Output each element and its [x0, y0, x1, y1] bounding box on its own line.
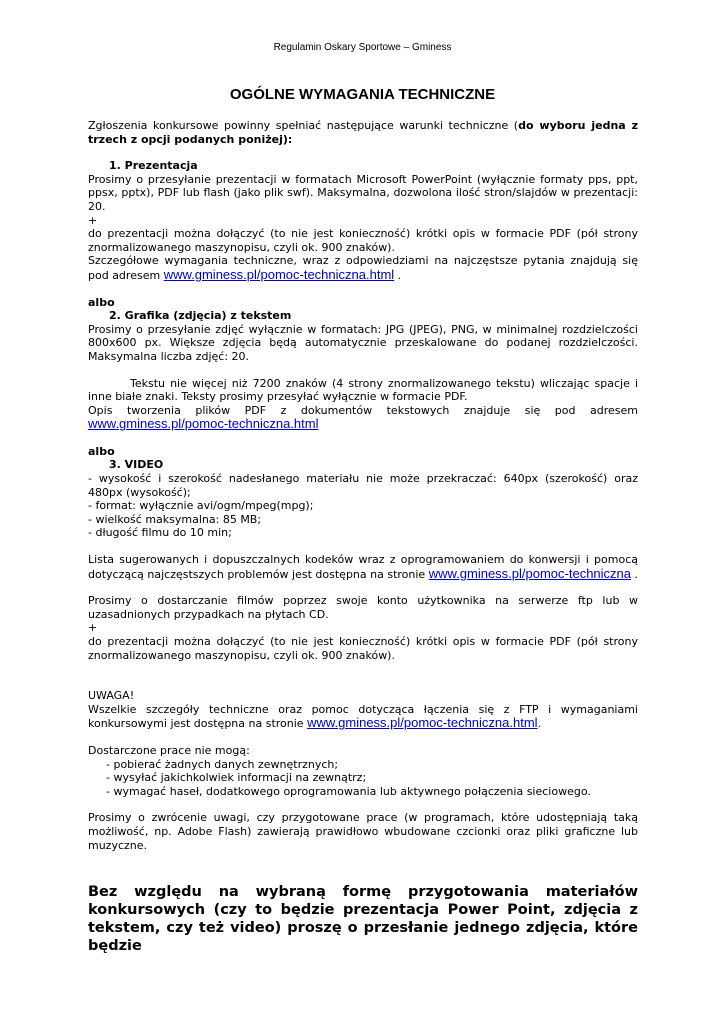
section2-help-link[interactable]: www.gminess.pl/pomoc-techniczna.html: [88, 416, 319, 432]
fonts-note: Prosimy o zwrócenie uwagi, czy przygotowane prace (w programach, które udostępniają taką możliwość, np. Adobe Flash) zawierają prawidłowo wbudowane czcionki oraz pliki graficzne lub muzyczne.: [88, 811, 638, 852]
warning-text: [88, 703, 638, 731]
video-req-item: - wielkość maksymalna: 85 MB;: [88, 512, 262, 526]
section1-after-link: .: [394, 268, 402, 282]
section1-optional: do prezentacji można dołączyć (to nie jest konieczność) krótki opis w formacie PDF (pół strony znormalizowanego maszynopisu, czyli ok. 900 znaków).: [88, 227, 638, 254]
section3-plus: +: [88, 621, 98, 635]
section2-heading: 2. Grafika (zdjęcia) z tekstem: [109, 309, 292, 323]
section1-heading: 1. Prezentacja: [109, 159, 198, 173]
intro-paragraph: [88, 119, 638, 146]
document-body: [88, 119, 638, 852]
section3-ftp: Prosimy o dostarczanie filmów poprzez swoje konto użytkownika na serwerze ftp lub w uzasadnionych przypadkach na płytach CD.: [88, 594, 638, 621]
video-req-item: - długość filmu do 10 min;: [88, 526, 232, 540]
intro-text: Zgłoszenia konkursowe powinny spełniać następujące warunki techniczne (: [88, 119, 519, 132]
section2-text: Prosimy o przesyłanie zdjęć wyłącznie w formatach: JPG (JPEG), PNG, w minimalnej rozdzielczości 800x600 px. Większe zdjęcia będą automatycznie przeskalowane do podanej rozdzielczości. Maksymalna liczba zdjęć: 20.: [88, 322, 638, 363]
page-title: OGÓLNE WYMAGANIA TECHNICZNE: [229, 86, 496, 103]
section1-details-text: Szczegółowe wymagania techniczne, wraz z odpowiedziami na najczęstsze pytania znajdują się pod adresem: [88, 254, 638, 282]
warning-after-link: .: [537, 717, 542, 731]
video-req-item: - wysokość i szerokość nadesłanego materiału nie może przekraczać: 640px (szerokość) oraz 480px (wysokość);: [88, 472, 638, 499]
final-bold-paragraph: Bez względu na wybraną formę przygotowania materiałów konkursowych (czy to będzie prezentacja Power Point, zdjęcia z tekstem, czy też video) proszę o przesłanie jednego zdjęcia, które będzie: [88, 884, 638, 954]
restriction-item: - wymagać haseł, dodatkowego oprogramowania lub aktywnego połączenia sieciowego.: [106, 784, 591, 798]
section3-codecs-after: .: [631, 567, 639, 581]
albo-2: albo: [88, 444, 115, 458]
restrictions-list: [88, 758, 638, 799]
restriction-item: - wysyłać jakichkolwiek informacji na zewnątrz;: [106, 771, 367, 785]
albo-1: albo: [88, 295, 115, 309]
section1-help-link[interactable]: www.gminess.pl/pomoc-techniczna.html: [163, 266, 395, 282]
section1-details: [88, 254, 638, 282]
section3-optional: do prezentacji można dołączyć (to nie jest konieczność) krótki opis w formacie PDF (pół strony znormalizowanego maszynopisu, czyli ok. 900 znaków).: [88, 635, 638, 662]
page-header: Regulamin Oskary Sportowe – Gminess: [273, 42, 452, 53]
section2-pdf-info: Opis tworzenia plików PDF z dokumentów tekstowych znajduje się pod adresem: [88, 403, 638, 417]
warning-label: UWAGA!: [88, 689, 135, 703]
section3-codecs: [88, 553, 638, 581]
section1-plus: +: [88, 213, 98, 227]
section2-link-line: [88, 417, 638, 432]
restriction-item: - pobierać żadnych danych zewnętrznych;: [106, 757, 339, 771]
section1-text: Prosimy o przesyłanie prezentacji w formatach Microsoft PowerPoint (wyłącznie formaty pps, ppt, ppsx, pptx), PDF lub flash (jako plik swf). Maksymalna, dozwolona ilość stron/slajdów w prezentacji: 20.: [88, 172, 638, 213]
warning-body: Wszelkie szczegóły techniczne oraz pomoc dotycząca łączenia się z FTP i wymaganiami konkursowymi jest dostępna na stronie: [88, 702, 638, 731]
section2-text2: Tekstu nie więcej niż 7200 znaków (4 strony znormalizowanego tekstu) wliczając spacje i inne białe znaki. Teksty prosimy przesyłać wyłącznie w formacie PDF.: [88, 376, 638, 404]
restrictions-intro: Dostarczone prace nie mogą:: [88, 743, 250, 757]
section3-codecs-link[interactable]: www.gminess.pl/pomoc-techniczna: [428, 565, 632, 581]
warning-help-link[interactable]: www.gminess.pl/pomoc-techniczna.html: [307, 715, 538, 731]
section3-codecs-text: Lista sugerowanych i dopuszczalnych kodeków wraz z oprogramowaniem do konwersji i pomocą dotyczącą najczęstszych problemów jest dostępna na stronie: [88, 553, 638, 581]
intro-bold: do wyboru jedna z trzech z opcji podanych poniżej):: [88, 119, 638, 146]
video-req-item: - format: wyłącznie avi/ogm/mpeg(mpg);: [88, 499, 314, 513]
section3-heading: 3. VIDEO: [109, 458, 164, 472]
